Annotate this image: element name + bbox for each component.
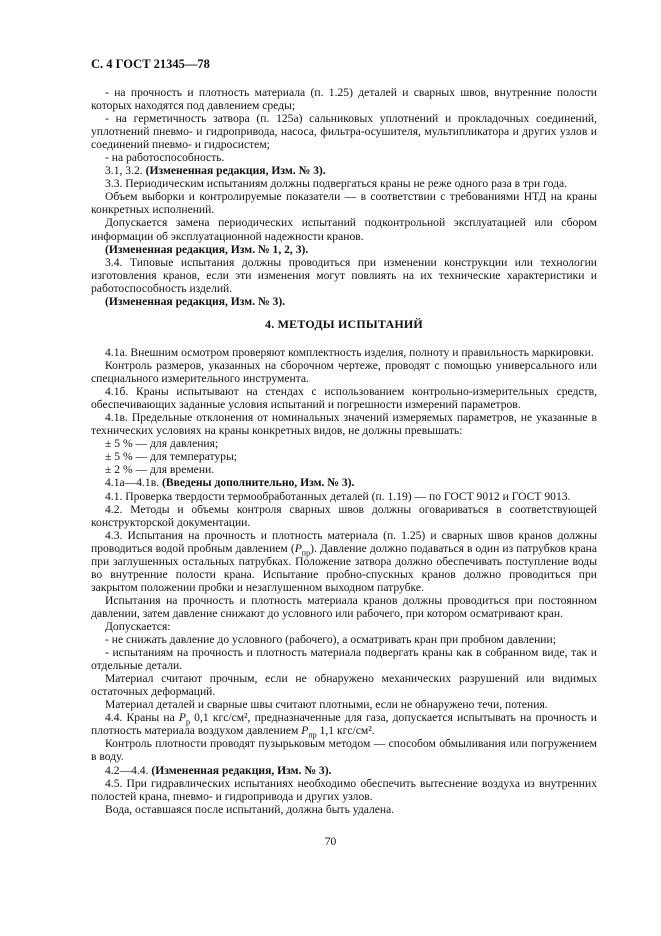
paragraph: 4.3. Испытания на прочность и плотность материала (п. 1.25) и сварных швов кранов должны проводиться водой пробным давлением $(P_{пр})$. Давление должно подаваться в один из патрубков крана при заглушенных остальных патрубках. Положение затвора должно обеспечивать поступление воды во внутренние полости крана. Испытание пробно-спускных кранов должно проводиться при закрытом положении пробки и незаглушенном выходном патрубке. [91, 528, 597, 594]
paragraph: - на прочность и плотность материала (п. 1.25) деталей и сварных швов, внутренние полости которых находятся под давлением среды; [91, 86, 597, 113]
paragraph: - не снижать давление до условного (рабочего), а осматривать кран при пробном давлении; [105, 633, 556, 647]
paragraph: 4.1б. Краны испытывают на стендах с использованием контрольно-измерительных средств, обеспечивающих заданные условия испытаний и погрешности измерений параметров. [91, 385, 597, 412]
paragraph: - на работоспособность. [105, 151, 225, 165]
tolerance-item: ± 2 % — для времени. [105, 463, 215, 477]
paragraph: Допускается: [105, 619, 171, 633]
amendment-note: (Измененная редакция, Изм. № 3). [105, 294, 286, 308]
paragraph: 4.1а. Внешним осмотром проверяют комплектность изделия, полноту и правильность маркировки. [105, 346, 594, 359]
paragraph: - испытаниям на прочность и плотность материала подвергать краны как в собранном виде, так и отдельные детали. [91, 646, 597, 673]
paragraph: 3.3. Периодическим испытаниям должны подвергаться краны не реже одного раза в три года. [105, 177, 568, 191]
paragraph: Вода, оставшаяся после испытаний, должна быть удалена. [105, 802, 395, 816]
paragraph: 3.4. Типовые испытания должны проводиться при изменении конструкции или технологии изготовления кранов, если эти изменения могут повлиять на их технические характеристики и работоспособность изделий. [91, 255, 597, 295]
paragraph: Контроль плотности проводят пузырьковым методом — способом обмыливания или погружением в воду. [91, 737, 597, 764]
paragraph: Допускается замена периодических испытаний подконтрольной эксплуатацией или сбором информации об эксплуатационной надежности кранов. [91, 216, 597, 243]
paragraph: Материал считают прочным, если не обнаружено механических разрушений или видимых остаточных деформаций. [91, 672, 597, 699]
tolerance-item: ± 5 % — для давления; [105, 437, 219, 451]
amendment-note: (Измененная редакция, Изм. № 1, 2, 3). [105, 242, 309, 256]
paragraph: 4.1в. Предельные отклонения от номинальных значений измеряемых параметров, не указанные в технических условиях на краны конкретных видов, не должны превышать: [91, 411, 597, 438]
top-text-block [91, 86, 597, 308]
amendment-note: 3.1, 3.2. (Измененная редакция, Изм. № 3). [105, 164, 326, 178]
page-number: 70 [324, 836, 337, 848]
paragraph: 4.5. При гидравлических испытаниях необходимо обеспечить вытеснение воздуха из внутренних полостей крана, пневмо- и гидропривода и других узлов. [91, 776, 597, 803]
paragraph: Испытания на прочность и плотность материала кранов должны проводиться при постоянном давлении, затем давление снижают до условного или рабочего, при котором осматривают кран. [91, 593, 597, 620]
paragraph: 4.4. Краны на $P_р$ 0,1 кгс/см², предназначенные для газа, допускается испытывать на прочность и плотность материала воздухом давлением $P_{пр}$ 1,1 кгс/см². [91, 711, 597, 740]
paragraph: - на герметичность затвора (п. 125а) сальниковых уплотнений и прокладочных соединений, уплотнений пневмо- и гидропривода, насоса, фильтра-осушителя, мультипликатора и других узлов и соединений пневмо- и гидросистем; [91, 112, 597, 152]
tolerance-item: ± 5 % — для температуры; [105, 450, 237, 464]
body-text-block [91, 346, 597, 816]
paragraph: 4.2. Методы и объемы контроля сварных швов должны оговариваться в соответствующей конструкторской документации. [91, 502, 597, 529]
paragraph: Материал деталей и сварные швы считают плотными, если не обнаружено течи, потения. [105, 698, 548, 712]
amendment-note: 4.2—4.4. (Измененная редакция, Изм. № 3). [105, 763, 332, 777]
section-title: 4. МЕТОДЫ ИСПЫТАНИЙ [265, 317, 423, 331]
amendment-note: 4.1а—4.1в. (Введены дополнительно, Изм. № 3). [105, 476, 355, 490]
paragraph: Контроль размеров, указанных на сборочном чертеже, проводят с помощью универсального или специального измерительного инструмента. [91, 359, 597, 386]
amendment-bold: (Измененная редакция, Изм. № 3). [145, 164, 326, 178]
page-header: С. 4 ГОСТ 21345—78 [91, 57, 210, 71]
paragraph: Объем выборки и контролируемые показатели — в соответствии с требованиями НТД на краны конкретных исполнений. [91, 190, 597, 217]
paragraph: 4.1. Проверка твердости термообработанных деталей (п. 1.19) — по ГОСТ 9012 и ГОСТ 9013. [105, 489, 571, 503]
